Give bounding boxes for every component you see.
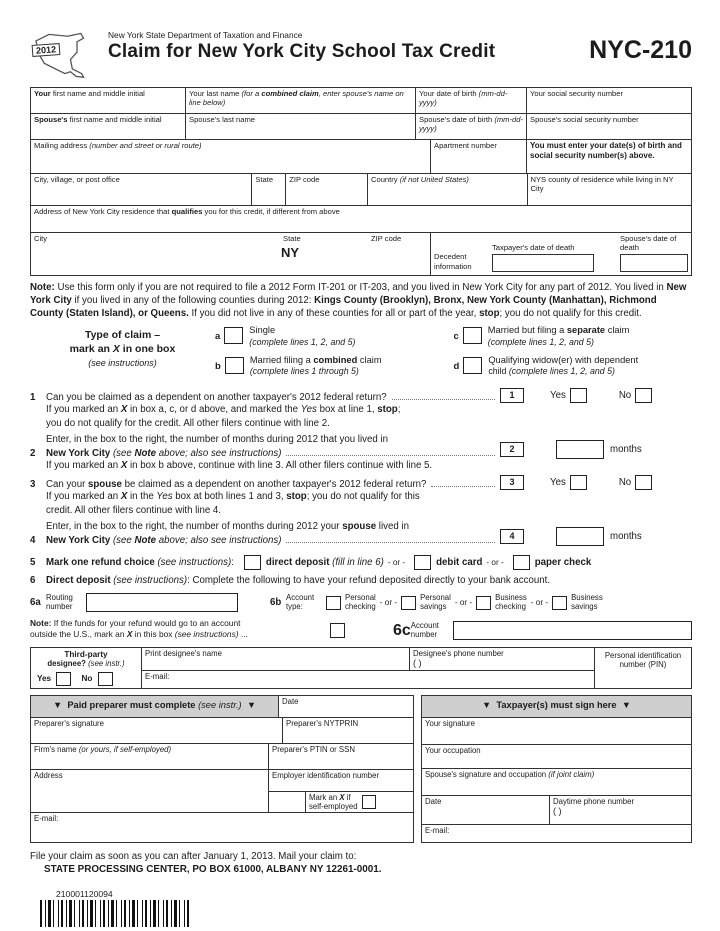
spouse-first-name-field[interactable]: Spouse's first name and middle initial: [31, 114, 186, 139]
taxpayer-sign-header: ▼ Taxpayer(s) must sign here ▼: [422, 696, 691, 718]
claim-checkbox-c[interactable]: [463, 327, 482, 344]
direct-deposit-instructions: Direct deposit (see instructions): Complete the following to have your refund deposited directly to your bank account.: [46, 575, 551, 587]
no-label: No: [618, 477, 632, 489]
line-number: 6c: [393, 621, 411, 639]
self-employed-cell: [305, 792, 413, 812]
debit-card-checkbox[interactable]: [414, 555, 431, 570]
option-letter: c: [453, 331, 459, 343]
personal-checking-checkbox[interactable]: [326, 596, 341, 610]
firm-name-field[interactable]: Firm's name (or yours, if self-employed): [31, 744, 269, 769]
designee-name-field[interactable]: Print designee's name: [145, 648, 222, 658]
designee-yes-checkbox[interactable]: [56, 672, 71, 686]
line-3: [30, 475, 692, 490]
option-letter: b: [215, 360, 221, 372]
paper-check-checkbox[interactable]: [513, 555, 530, 570]
decedent-information-label: Decedent information: [434, 252, 472, 272]
or-separator: - or -: [486, 558, 504, 568]
option-sublabel: (complete lines 1, 2, and 5): [487, 337, 594, 347]
logo-year-label: 2012: [32, 43, 61, 57]
claim-option-separate: [454, 325, 693, 348]
personal-savings-checkbox[interactable]: [401, 596, 416, 610]
routing-number-input[interactable]: [86, 593, 238, 612]
line-number: 6b: [270, 597, 282, 609]
designee-pin-field[interactable]: Personal identification number (PIN): [594, 648, 691, 688]
line1-continuation: If you marked an X in box a, c, or d above, and marked the Yes box at line 1, stop;: [46, 403, 401, 415]
option-letter: a: [215, 331, 221, 343]
designee-question: designee? (see instr.): [47, 658, 125, 668]
line2-text1: Enter, in the box to the right, the number of months during 2012 that you lived in: [46, 433, 388, 445]
claim-option-single: [215, 325, 454, 348]
months-label: months: [610, 443, 642, 455]
outside-us-checkbox[interactable]: [330, 623, 345, 638]
third-party-label: Third-party: [64, 649, 108, 659]
dotted-leader: [286, 542, 495, 543]
preparer-signature-field[interactable]: Preparer's signature: [31, 718, 283, 743]
line-number: 6a: [30, 597, 41, 609]
or-separator: - or -: [379, 598, 398, 608]
line4-text1: Enter, in the box to the right, the number of months during 2012 your spouse lived in: [46, 521, 409, 533]
claim-option-combined: [215, 355, 454, 378]
personal-checking-label: Personal checking: [345, 592, 376, 611]
line2-text2: New York City (see Note above; also see instructions): [46, 447, 282, 459]
self-employed-label: self-employed: [309, 801, 358, 811]
taxpayer-sign-table: [421, 695, 692, 843]
your-dob-field[interactable]: Your date of birth (mm-dd-yyyy): [416, 88, 527, 113]
line-number: 2: [30, 447, 36, 459]
claim-checkbox-a[interactable]: [224, 327, 243, 344]
city-village-field[interactable]: City, village, or post office: [31, 174, 252, 205]
mailing-address-line: STATE PROCESSING CENTER, PO BOX 61000, ALBANY NY 12261-0001.: [44, 863, 382, 875]
line-6-direct-deposit: [30, 575, 692, 586]
form-number: NYC-210: [589, 36, 692, 64]
filing-instructions: File your claim as soon as you can after January 1, 2013. Mail your claim to:: [30, 850, 357, 862]
no-label: No: [81, 674, 93, 684]
state-value: NY: [281, 245, 300, 260]
signature-section: [30, 695, 692, 843]
self-employed-label: Mark an X if: [309, 792, 351, 802]
department-name: New York State Department of Taxation and Finance: [108, 30, 303, 40]
refund-choice-label: Mark one refund choice (see instructions):: [46, 557, 234, 569]
direct-deposit-label: direct deposit (fill in line 6): [265, 557, 384, 569]
your-signature-field[interactable]: Your signature: [422, 718, 691, 745]
line2-continuation: If you marked an X in box b above, continue with line 3. All other filers continue with line 5.: [46, 459, 433, 471]
line-number: 3: [30, 479, 36, 491]
preparer-nytprin-field[interactable]: Preparer's NYTPRIN: [286, 718, 359, 728]
dotted-leader: [286, 455, 495, 456]
form-title: Claim for New York City School Tax Credit: [108, 41, 496, 62]
option-label: Single: [249, 325, 276, 336]
line3-continuation: If you marked an X in the Yes box at both lines 1 and 3, stop; you do not qualify for this: [46, 491, 420, 503]
line3-continuation: credit. All other filers continue with line 4.: [46, 505, 221, 517]
line2-box: 2: [500, 442, 524, 457]
dotted-leader: [392, 399, 495, 400]
claim-see-instructions: (see instructions): [88, 357, 157, 368]
must-enter-note: You must enter your date(s) of birth and social security number(s) above.: [530, 141, 682, 160]
barcode-number: 210001120094: [56, 888, 113, 899]
line-6c-row: [30, 618, 692, 640]
spouse-dob-field[interactable]: Spouse's date of birth (mm-dd-yyyy): [416, 114, 527, 139]
barcode-icon: [40, 900, 190, 927]
or-separator: - or -: [454, 598, 473, 608]
option-sublabel: (complete lines 1, 2, and 5): [249, 337, 356, 347]
line-number: 1: [30, 391, 36, 403]
daytime-phone-field[interactable]: Daytime phone number ( ): [553, 796, 635, 816]
line1-yes-checkbox[interactable]: [570, 388, 587, 403]
spouse-dod-label: Spouse's date of death: [620, 233, 677, 252]
spouse-last-name-field[interactable]: Spouse's last name: [186, 114, 416, 139]
line-1: [30, 388, 692, 403]
business-savings-label: Business savings: [571, 592, 603, 611]
apartment-number-field[interactable]: Apartment number: [431, 140, 527, 173]
spouse-dod-input[interactable]: [620, 254, 688, 272]
line3-box: 3: [500, 475, 524, 490]
outside-us-note: Note: If the funds for your refund would go to an account outside the U.S., mark an X in this box (see instructions) ...: [30, 618, 248, 640]
identification-table: [30, 87, 692, 276]
months-label: months: [610, 531, 642, 543]
down-arrow-icon: ▼: [246, 699, 257, 710]
option-label: Qualifying widow(er) with dependent: [488, 354, 639, 365]
line-number: 4: [30, 535, 36, 547]
business-checking-checkbox[interactable]: [476, 596, 491, 610]
your-last-name-field[interactable]: Your last name (for a combined claim, enter spouse's name on line below): [186, 88, 416, 113]
line3-text: Can your spouse be claimed as a dependent on another taxpayer's 2012 federal return?: [46, 479, 427, 491]
line1-box: 1: [500, 388, 524, 403]
option-sublabel: (complete lines 1 through 5): [249, 366, 359, 377]
claim-checkbox-b[interactable]: [225, 357, 244, 374]
preparer-ptin-field[interactable]: Preparer's PTIN or SSN: [272, 744, 355, 754]
debit-card-label: debit card: [436, 557, 483, 569]
your-occupation-field[interactable]: Your occupation: [422, 745, 691, 769]
or-separator: - or -: [387, 558, 406, 568]
designee-email-field[interactable]: E-mail:: [142, 670, 594, 688]
questions-section: [30, 388, 692, 546]
taxpayer-dod-label: Taxpayer's date of death: [492, 242, 575, 252]
type-of-claim-section: [30, 325, 692, 383]
city-label: City: [34, 234, 48, 243]
routing-number-label: Routing number: [46, 592, 73, 611]
down-arrow-icon: ▼: [52, 699, 63, 710]
option-sublabel: child (complete lines 1, 2, and 5): [488, 366, 615, 377]
claim-checkbox-d[interactable]: [463, 357, 482, 374]
line4-box: 4: [500, 529, 524, 544]
zip-field[interactable]: ZIP code: [286, 174, 368, 205]
line-5-refund-choice: [30, 555, 692, 570]
line2-months-input[interactable]: [556, 440, 604, 459]
taxpayer-dod-input[interactable]: [492, 254, 594, 272]
claim-option-widow: [454, 355, 693, 378]
line-number: 6: [30, 575, 36, 587]
business-checking-label: Business checking: [495, 592, 527, 611]
option-label: Married filing a combined claim: [249, 354, 382, 365]
taxpayer-date-field[interactable]: Date: [422, 796, 550, 824]
line-2: [30, 434, 692, 459]
form-header: [30, 26, 692, 82]
account-type-label: Account type:: [286, 592, 315, 611]
line4-text2: New York City (see Note above; also see instructions): [46, 535, 282, 547]
account-number-input[interactable]: [453, 621, 692, 640]
option-letter: d: [453, 360, 460, 372]
spouse-ssn-field[interactable]: Spouse's social security number: [530, 115, 639, 124]
taxpayer-email-field[interactable]: E-mail:: [425, 825, 450, 835]
mailing-address-field[interactable]: Mailing address (number and street or rural route): [31, 140, 431, 173]
line4-months-input[interactable]: [556, 527, 604, 546]
preparer-address-field[interactable]: Address: [31, 770, 269, 812]
designee-no-checkbox[interactable]: [98, 672, 113, 686]
self-employed-checkbox[interactable]: [362, 795, 376, 809]
account-number-label: Account number: [410, 621, 439, 640]
business-savings-checkbox[interactable]: [552, 596, 567, 610]
personal-savings-label: Personal savings: [420, 592, 451, 611]
no-label: No: [618, 389, 632, 401]
ein-field[interactable]: Employer identification number: [269, 770, 413, 792]
designee-phone-field[interactable]: Designee's phone number ( ): [409, 648, 594, 670]
spouse-signature-field[interactable]: Spouse's signature and occupation (if joint claim): [422, 769, 691, 796]
option-label: Married but filing a separate claim: [487, 325, 630, 336]
claim-title-line2: mark an X in one box: [69, 342, 176, 355]
claim-title-line1: Type of claim –: [84, 329, 161, 342]
line-number: 5: [30, 557, 36, 569]
down-arrow-icon: ▼: [482, 699, 492, 710]
preparer-date-field[interactable]: Date: [282, 696, 299, 706]
state-label: State: [283, 234, 301, 243]
third-party-designee-table: [30, 647, 692, 689]
line3-yes-checkbox[interactable]: [570, 475, 587, 490]
barcode-block: [40, 889, 200, 927]
dotted-leader: [431, 486, 495, 487]
yes-label: Yes: [37, 674, 52, 684]
line1-no-checkbox[interactable]: [635, 388, 652, 403]
nys-tax-logo: [30, 26, 108, 82]
state-field[interactable]: State: [252, 174, 286, 205]
your-ssn-field[interactable]: Your social security number: [530, 89, 623, 98]
your-first-name-field[interactable]: Your first name and middle initial: [31, 88, 186, 113]
yes-label: Yes: [550, 477, 566, 489]
direct-deposit-checkbox[interactable]: [244, 555, 261, 570]
paid-preparer-header: ▼ Paid preparer must complete (see instr.) ▼: [31, 696, 279, 717]
line1-text: Can you be claimed as a dependent on another taxpayer's 2012 federal return?: [46, 391, 387, 403]
nys-county-field[interactable]: NYS county of residence while living in NY City: [530, 175, 674, 194]
line-4: [30, 521, 692, 546]
qualifying-address-field[interactable]: Address of New York City residence that qualifies you for this credit, if different from above: [34, 207, 340, 216]
down-arrow-icon: ▼: [621, 699, 631, 710]
qualifying-city-field[interactable]: [31, 233, 431, 275]
line3-no-checkbox[interactable]: [635, 475, 652, 490]
paper-check-label: paper check: [534, 557, 592, 569]
preparer-email-field[interactable]: E-mail:: [34, 813, 59, 823]
country-field[interactable]: Country (if not United States): [368, 174, 528, 205]
line-6a-6b: [30, 593, 692, 612]
zip-label: ZIP code: [371, 234, 402, 243]
or-separator: - or -: [530, 598, 549, 608]
yes-label: Yes: [550, 389, 566, 401]
line1-continuation: you do not qualify for the credit. All other filers continue with line 2.: [46, 417, 330, 429]
eligibility-note: Note: Use this form only if you are not required to file a 2012 Form IT-201 or IT-203, and you lived in New York City for any part of 2012. You lived in New York City if you lived in any of the following counties during 2012: Kings County (Brooklyn), Bronx, New York County (Manhattan), Richmond County (Staten Island), or Queens. If you did not live in any of these counties for all or part of the year, stop; you do not qualify for this credit.: [30, 282, 687, 319]
paid-preparer-table: [30, 695, 414, 843]
